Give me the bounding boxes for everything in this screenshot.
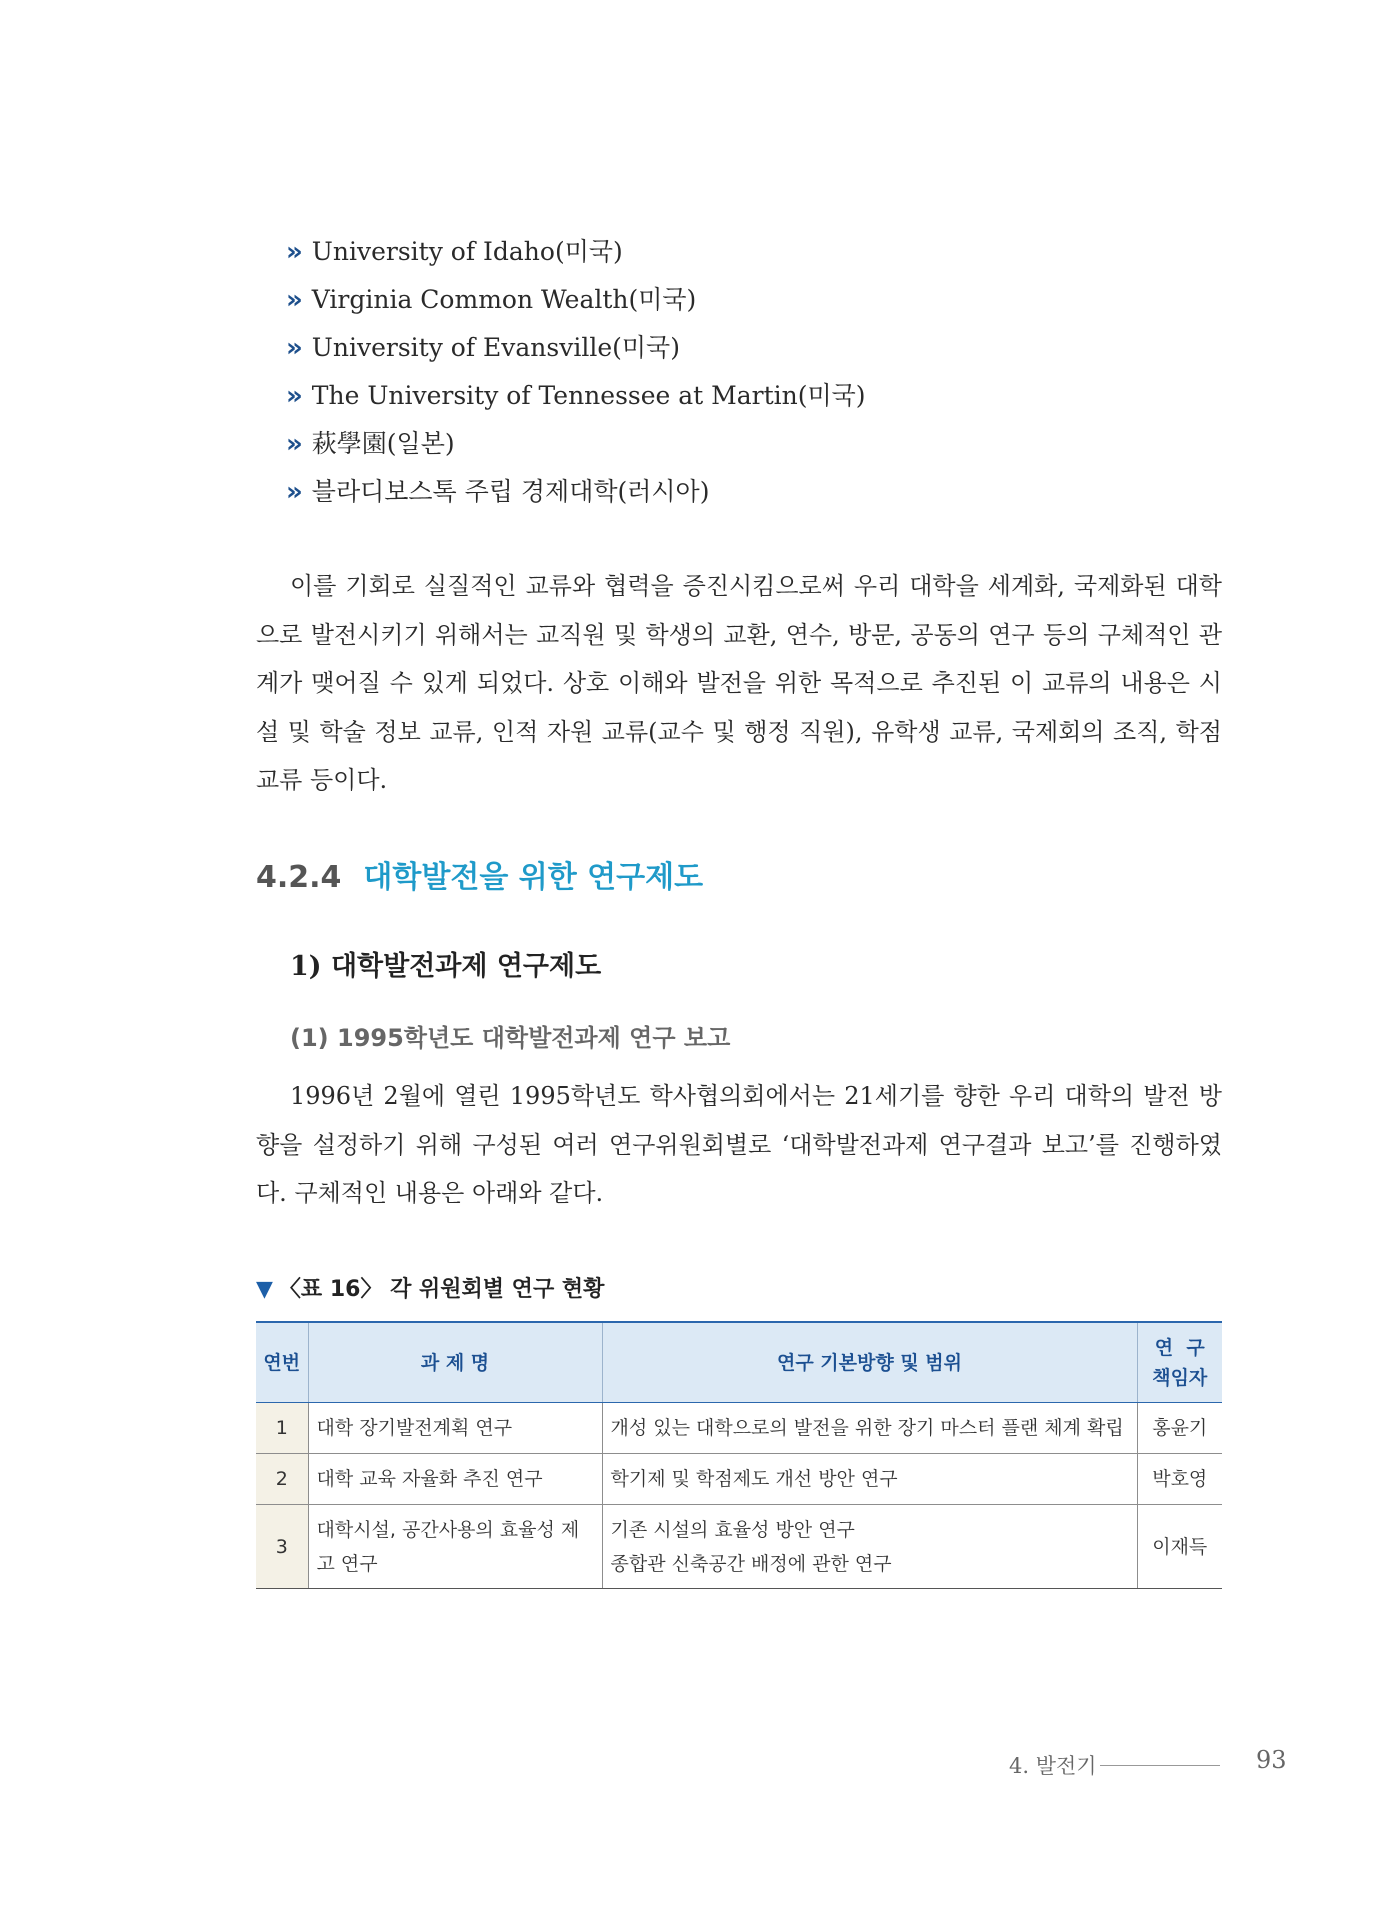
triangle-down-icon: ▼ [256, 1277, 273, 1302]
header-scope: 연구 기본방향 및 범위 [602, 1322, 1137, 1403]
cell-scope: 개성 있는 대학으로의 발전을 위한 장기 마스터 플랜 체계 확립 [602, 1403, 1137, 1454]
chevron-double-right-icon: » [286, 285, 300, 315]
cell-lead: 이재득 [1137, 1505, 1222, 1589]
cell-title: 대학시설, 공간사용의 효율성 제고 연구 [308, 1505, 602, 1589]
chevron-double-right-icon: » [286, 381, 300, 411]
cell-title: 대학 장기발전계획 연구 [308, 1403, 602, 1454]
subsection-heading: 1) 대학발전과제 연구제도 [290, 951, 602, 982]
chevron-double-right-icon: » [286, 333, 300, 363]
cell-scope: 학기제 및 학점제도 개선 방안 연구 [602, 1454, 1137, 1505]
chevron-double-right-icon: » [286, 237, 300, 267]
cell-no: 2 [256, 1454, 308, 1505]
chevron-double-right-icon: » [286, 429, 300, 459]
list-item: » University of Evansville(미국) [286, 333, 680, 363]
cell-lead: 박호영 [1137, 1454, 1222, 1505]
cell-lead: 홍윤기 [1137, 1403, 1222, 1454]
table-caption [256, 1272, 604, 1303]
institution-list [286, 228, 866, 516]
list-item: » University of Idaho(미국) [286, 237, 623, 267]
page-number: 93 [1256, 1746, 1287, 1774]
cell-no: 1 [256, 1403, 308, 1454]
cell-scope: 기존 시설의 효율성 방안 연구 종합관 신축공간 배정에 관한 연구 [602, 1505, 1137, 1589]
subsubsection-heading: (1) 1995학년도 대학발전과제 연구 보고 [290, 1024, 731, 1052]
list-item: » 萩學園(일본) [286, 429, 455, 459]
body-paragraph-exchange: 이를 기회로 실질적인 교류와 협력을 증진시킴으로써 우리 대학을 세계화, 국제화된 대학으로 발전시키기 위해서는 교직원 및 학생의 교환, 연수, 방문, 공동의 연구 등의 구체적인 관계가 맺어질 수 있게 되었다. 상호 이해와 발전을 위한 목적으로 추진된 이 교류의 내용은 시설 및 학술 정보 교류, 인적 자원 교류(교수 및 행정 직원), 유학생 교류, 국제회의 조직, 학점 교류 등이다. [256, 572, 1222, 794]
section-heading [256, 852, 703, 896]
section-title: 대학발전을 위한 연구제도 [363, 860, 704, 895]
list-item: » 블라디보스톡 주립 경제대학(러시아) [286, 477, 710, 507]
section-number: 4.2.4 [256, 860, 342, 895]
header-title: 과 제 명 [308, 1322, 602, 1403]
table-header-row [256, 1322, 1222, 1403]
body-paragraph-report: 1996년 2월에 열린 1995학년도 학사협의회에서는 21세기를 향한 우리 대학의 발전 방향을 설정하기 위해 구성된 여러 연구위원회별로 ‘대학발전과제 연구결과 보고’를 진행하였다. 구체적인 내용은 아래와 같다. [256, 1082, 1222, 1207]
list-item: » The University of Tennessee at Martin(미국) [286, 381, 866, 411]
list-item: » Virginia Common Wealth(미국) [286, 285, 697, 315]
table-row [256, 1454, 1222, 1505]
footer-divider [1100, 1765, 1220, 1766]
committee-research-table [256, 1321, 1222, 1589]
footer-section-label: 4. 발전기 [1009, 1754, 1097, 1778]
table-caption-text: 〈표 16〉 각 위원회별 연구 현황 [278, 1277, 605, 1302]
chevron-double-right-icon: » [286, 477, 300, 507]
cell-title: 대학 교육 자율화 추진 연구 [308, 1454, 602, 1505]
header-lead: 연 구 책임자 [1137, 1322, 1222, 1403]
table-row [256, 1403, 1222, 1454]
table-row [256, 1505, 1222, 1589]
header-no: 연번 [256, 1322, 308, 1403]
cell-no: 3 [256, 1505, 308, 1589]
